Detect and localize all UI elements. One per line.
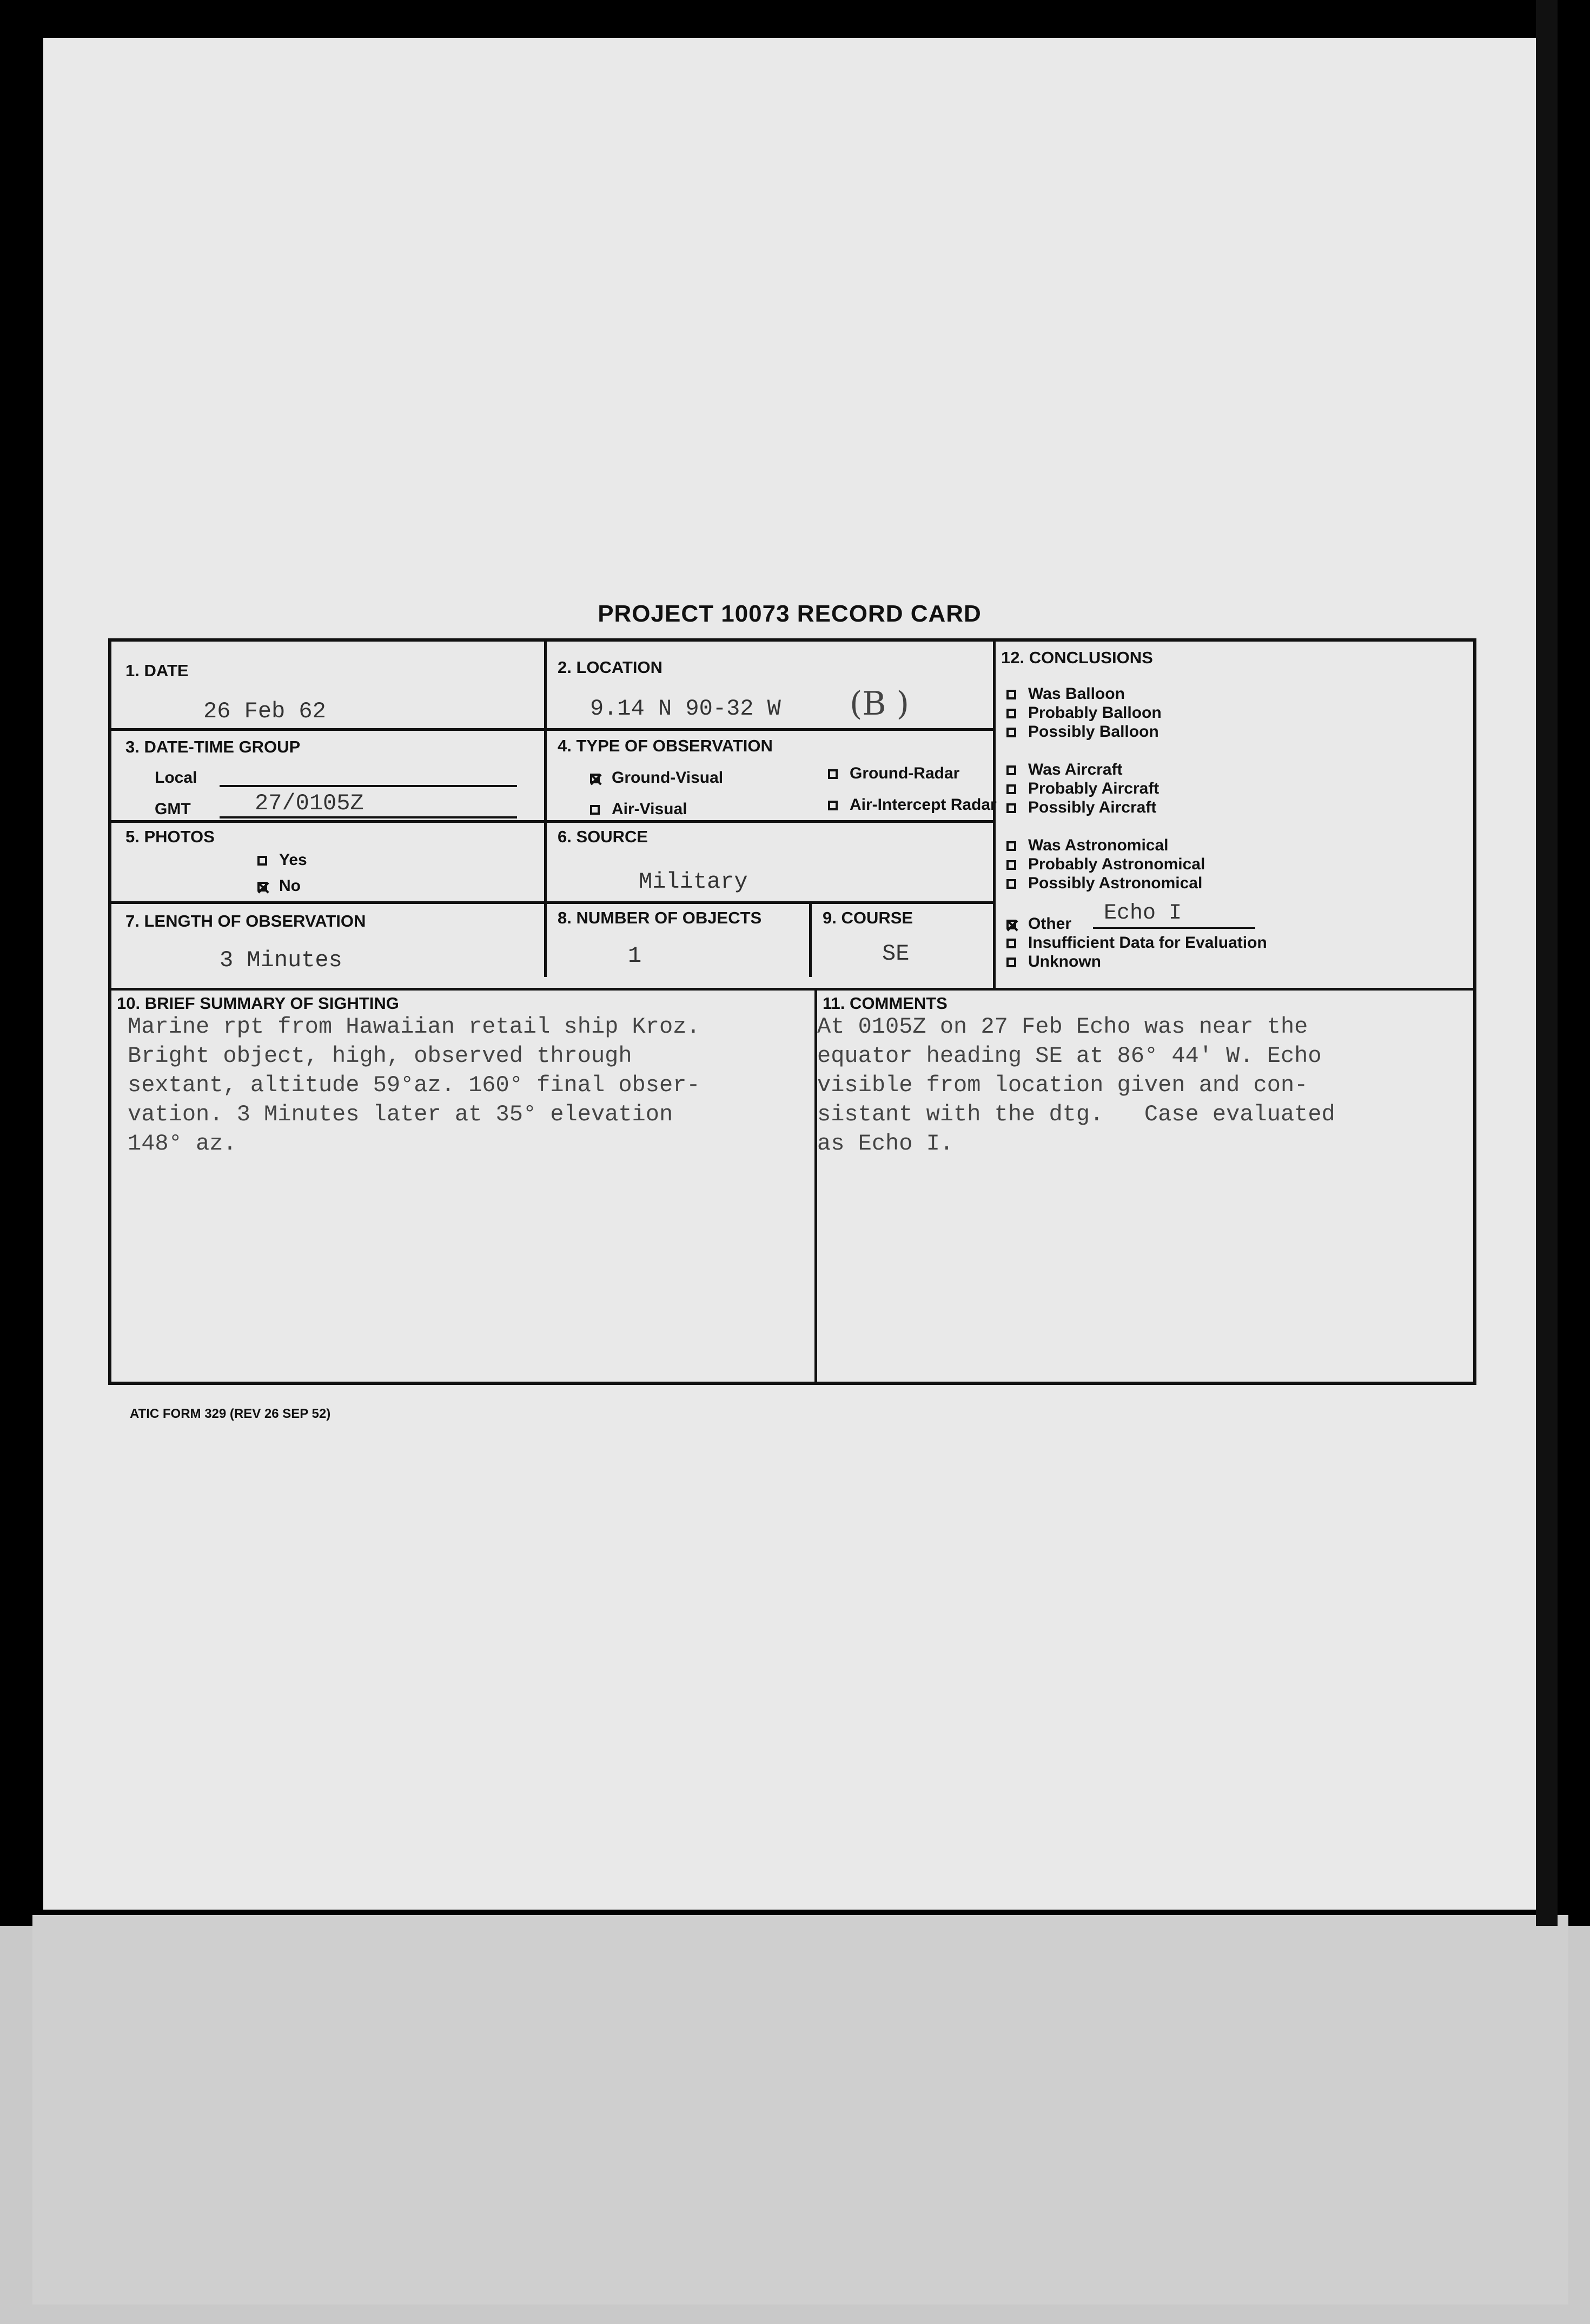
course-cell [809, 901, 993, 977]
date-time-group-cell [111, 728, 544, 820]
record-card-form [108, 638, 1476, 1385]
summary-cell [111, 988, 814, 1383]
date-cell [111, 642, 544, 728]
conclusion-possibly-balloon: Possibly Balloon [1006, 723, 1159, 741]
comments-line-4: sistant with the dtg. Case evaluated [817, 1101, 1335, 1127]
summary-line-2: Bright object, high, observed through [128, 1043, 632, 1069]
location-handwritten-note: (B ) [850, 685, 909, 723]
photos-no-checkbox[interactable] [257, 882, 267, 892]
course-label: 9. COURSE [823, 908, 913, 927]
conclusion-possibly-aircraft: Possibly Aircraft [1006, 798, 1156, 817]
number-of-objects-value: 1 [628, 943, 642, 969]
photos-label: 5. PHOTOS [125, 827, 215, 846]
possibly-astronomical-checkbox[interactable] [1006, 879, 1016, 889]
conclusions-cell [993, 642, 1476, 988]
photo-edge-strip [1536, 0, 1558, 1926]
comments-line-5: as Echo I. [817, 1131, 954, 1157]
conclusion-probably-balloon: Probably Balloon [1006, 704, 1162, 722]
other-value: Echo I [1104, 901, 1182, 926]
gmt-label: GMT [155, 800, 191, 818]
conclusion-other: Other [1006, 915, 1071, 933]
date-time-group-label: 3. DATE-TIME GROUP [125, 737, 301, 756]
was-balloon-checkbox[interactable] [1006, 690, 1016, 699]
conclusion-was-aircraft: Was Aircraft [1006, 761, 1123, 779]
probably-aircraft-checkbox[interactable] [1006, 784, 1016, 794]
air-visual-checkbox[interactable] [590, 805, 600, 815]
location-label: 2. LOCATION [558, 658, 663, 677]
obs-ground-visual: Ground-Visual [590, 769, 723, 787]
local-line [220, 785, 517, 787]
conclusion-was-balloon: Was Balloon [1006, 685, 1125, 703]
number-of-objects-cell [544, 901, 809, 977]
source-label: 6. SOURCE [558, 827, 648, 846]
unknown-checkbox[interactable] [1006, 958, 1016, 967]
photos-no: No [257, 877, 301, 895]
record-card-sheet [43, 38, 1536, 1910]
length-label: 7. LENGTH OF OBSERVATION [125, 912, 366, 930]
local-label: Local [155, 769, 197, 787]
insufficient-data-checkbox[interactable] [1006, 939, 1016, 948]
conclusion-possibly-astronomical: Possibly Astronomical [1006, 874, 1202, 893]
conclusion-was-astronomical: Was Astronomical [1006, 836, 1169, 855]
type-of-observation-label: 4. TYPE OF OBSERVATION [558, 736, 773, 755]
source-value: Military [639, 869, 748, 895]
ground-radar-checkbox[interactable] [828, 769, 838, 779]
comments-label: 11. COMMENTS [823, 994, 948, 1013]
card-title: PROJECT 10073 RECORD CARD [598, 600, 982, 627]
comments-line-3: visible from location given and con- [817, 1072, 1308, 1098]
comments-line-1: At 0105Z on 27 Feb Echo was near the [817, 1014, 1308, 1040]
summary-label: 10. BRIEF SUMMARY OF SIGHTING [117, 994, 399, 1013]
other-line [1093, 927, 1255, 929]
number-of-objects-label: 8. NUMBER OF OBJECTS [558, 908, 762, 927]
source-cell [544, 820, 993, 901]
date-label: 1. DATE [125, 661, 189, 680]
ground-visual-checkbox[interactable] [590, 774, 600, 783]
underlying-sheet-edge [32, 1915, 1568, 2305]
gmt-value: 27/0105Z [255, 790, 364, 816]
was-astronomical-checkbox[interactable] [1006, 841, 1016, 851]
obs-air-intercept-radar: Air-Intercept Radar [828, 796, 997, 814]
comments-line-2: equator heading SE at 86° 44' W. Echo [817, 1043, 1322, 1069]
comments-cell [814, 988, 1476, 1383]
length-cell [111, 901, 544, 977]
probably-astronomical-checkbox[interactable] [1006, 860, 1016, 870]
conclusion-probably-astronomical: Probably Astronomical [1006, 855, 1205, 874]
obs-air-visual: Air-Visual [590, 800, 687, 818]
photos-cell [111, 820, 544, 901]
date-value: 26 Feb 62 [203, 698, 326, 724]
summary-line-1: Marine rpt from Hawaiian retail ship Kroz. [128, 1014, 700, 1040]
possibly-balloon-checkbox[interactable] [1006, 728, 1016, 737]
location-value: 9.14 N 90-32 W [590, 696, 781, 722]
conclusion-insufficient-data: Insufficient Data for Evaluation [1006, 934, 1267, 952]
gmt-line [220, 816, 517, 818]
probably-balloon-checkbox[interactable] [1006, 709, 1016, 718]
summary-line-5: 148° az. [128, 1131, 237, 1157]
conclusions-label: 12. CONCLUSIONS [1001, 648, 1153, 667]
summary-line-3: sextant, altitude 59°az. 160° final obser- [128, 1072, 700, 1098]
course-value: SE [882, 941, 910, 967]
type-of-observation-cell [544, 728, 997, 820]
other-checkbox[interactable] [1006, 920, 1016, 929]
conclusion-unknown: Unknown [1006, 953, 1101, 971]
form-identifier: ATIC FORM 329 (REV 26 SEP 52) [130, 1407, 331, 1421]
conclusion-probably-aircraft: Probably Aircraft [1006, 780, 1159, 798]
possibly-aircraft-checkbox[interactable] [1006, 803, 1016, 813]
was-aircraft-checkbox[interactable] [1006, 765, 1016, 775]
obs-ground-radar: Ground-Radar [828, 764, 959, 783]
photos-yes-checkbox[interactable] [257, 856, 267, 866]
summary-line-4: vation. 3 Minutes later at 35° elevation [128, 1101, 673, 1127]
photos-yes: Yes [257, 851, 307, 869]
location-cell [544, 642, 993, 728]
air-intercept-radar-checkbox[interactable] [828, 801, 838, 810]
length-value: 3 Minutes [220, 947, 342, 973]
